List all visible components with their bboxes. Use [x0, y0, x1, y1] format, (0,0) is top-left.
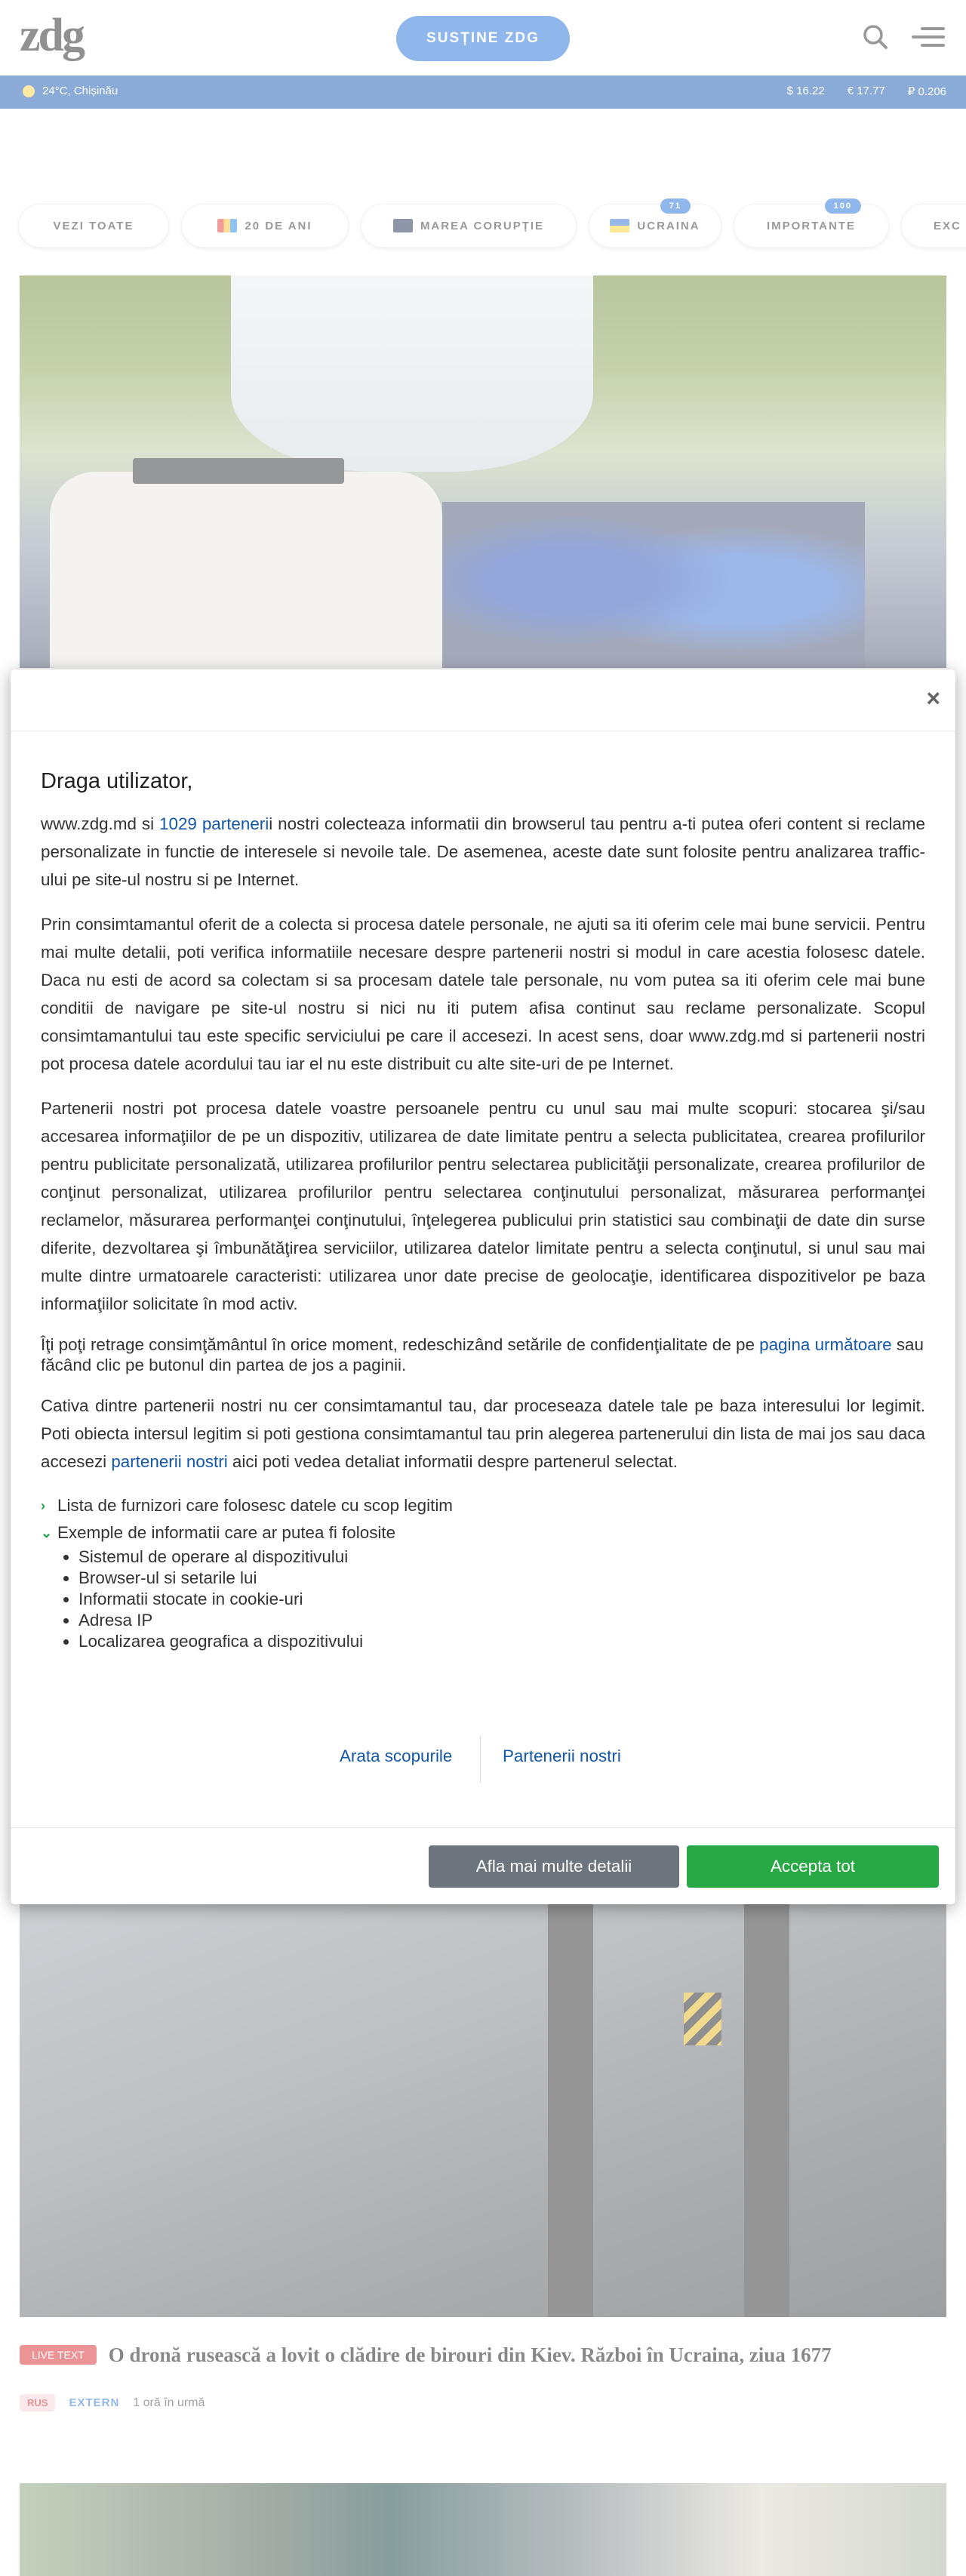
show-purposes-link[interactable]: Arata scopurile: [340, 1747, 453, 1765]
text: www.zdg.md si: [41, 814, 160, 833]
list-item: • Sistemul de operare al dispozitivului: [78, 1547, 925, 1568]
our-partners-link[interactable]: Partenerii nostri: [503, 1747, 621, 1765]
chevron-right-icon: ›: [41, 1498, 45, 1513]
chevron-down-icon: ⌄: [41, 1525, 53, 1540]
consent-paragraph-3: Partenerii nostri pot procesa datele voastre persoanele pentru cu unul sau mai multe scopuri: stocarea şi/sau accesarea informaţiilor de pe un dispozitiv, utilizarea de date limitate pentru a selecta publicitatea, crearea profilurilor pentru publicitate personalizată, utilizarea profilurilor pentru selectarea publicităţii personalizate, crearea profilurilor de conţinut personalizat, utilizarea profilurilor pentru selectarea conţinutului personalizat, măsurarea performanţei reclamelor, măsurarea performanţei conţinutului, înţelegerea publicului prin statistici sau combinaţii de date din surse diferite, dezvoltarea şi îmbunătăţirea serviciilor, utilizarea datelor limitate pentru a selecta conţinutul, si unul sau mai multe dintre urmatoarele caracteristi: utilizarea unor date precise de geolocaţie, identificarea dispozitivelor pe baza informaţiilor solicitate în mod activ.: [41, 1099, 925, 1313]
text: sau făcând clic pe butonul din partea de jos a paginii.: [41, 1335, 924, 1374]
modal-heading: Draga utilizator,: [41, 769, 193, 793]
text: i nostri colecteaza informatii din browserul tau pentru a-ti putea oferi content si reclame personalizate in functie de interesele si nevoile tale. De asemenea, aceste date sunt folosite pentru analizarea traffic-ului pe site-ul nostru si pe Internet.: [41, 814, 925, 889]
accept-all-button[interactable]: Accepta tot: [687, 1845, 939, 1888]
next-page-link[interactable]: pagina următoare: [759, 1335, 892, 1354]
accordion-label: Lista de furnizori care folosesc datele cu scop legitim: [57, 1496, 453, 1515]
consent-paragraph-5: [41, 1392, 925, 1476]
list-item: • Browser-ul si setarile lui: [78, 1568, 925, 1589]
modal-header: [11, 669, 955, 731]
text: aici poti vedea detaliat informatii despre partenerul selectat.: [227, 1452, 678, 1471]
our-partners-inline-link[interactable]: partenerii nostri: [111, 1452, 228, 1471]
accordion-legitimate-vendors[interactable]: [41, 1492, 925, 1519]
consent-paragraph-2: Prin consimtamantul oferit de a colecta si procesa datele personale, ne ajuti sa iti oferim cele mai bune servicii. Pentru mai multe detalii, poti verifica informatiile necesare despre partenerii nostri si modul in care acestia folosesc datele. Daca nu esti de acord sa colectam si sa procesam datele tale personale, nu vom putea sa iti oferim cele mai bune conditii de navigare pe site-ul nostru si nici nu iti putem afisa continut sau reclame personalizate. Scopul consimtamantului tau este specific serviciului pe care il accesezi. In acest sens, doar www.zdg.md si partenerii nostri pot procesa datele acordului tau iar el nu este distribuit cu alte site-uri de pe Internet.: [41, 915, 925, 1073]
divider: [480, 1736, 481, 1783]
list-item: • Localizarea geografica a dispozitivului: [78, 1631, 925, 1652]
close-icon[interactable]: ×: [926, 685, 940, 712]
consent-modal: [11, 669, 955, 1904]
text: Cativa dintre partenerii nostri nu cer consimtamantul tau, dar proceseaza datele tale pe baza interesului lor legimit. Poti obiecta intersul legitim si poti gestiona consimtamantul tau prin alegerea partenerului din lista de mai jos sau daca accesezi: [41, 1396, 925, 1471]
more-details-button[interactable]: Afla mai multe detalii: [429, 1845, 679, 1888]
accordion-info-examples[interactable]: [41, 1519, 925, 1547]
consent-paragraph-1: [41, 810, 925, 894]
modal-footer: [11, 1827, 955, 1904]
list-item: • Adresa IP: [78, 1610, 925, 1631]
consent-paragraph-4: [41, 1334, 925, 1375]
accordion-label: Exemple de informatii care ar putea fi folosite: [57, 1523, 396, 1542]
partners-count-link[interactable]: 1029 parteneri: [159, 814, 269, 833]
modal-links-row: [11, 1736, 955, 1783]
examples-list: [78, 1547, 925, 1652]
text: Îţi poţi retrage consimţământul în orice moment, redeschizând setările de confidenţialitate de pe: [41, 1335, 760, 1354]
modal-body: [41, 766, 925, 1667]
list-item: • Informatii stocate in cookie-uri: [78, 1589, 925, 1610]
